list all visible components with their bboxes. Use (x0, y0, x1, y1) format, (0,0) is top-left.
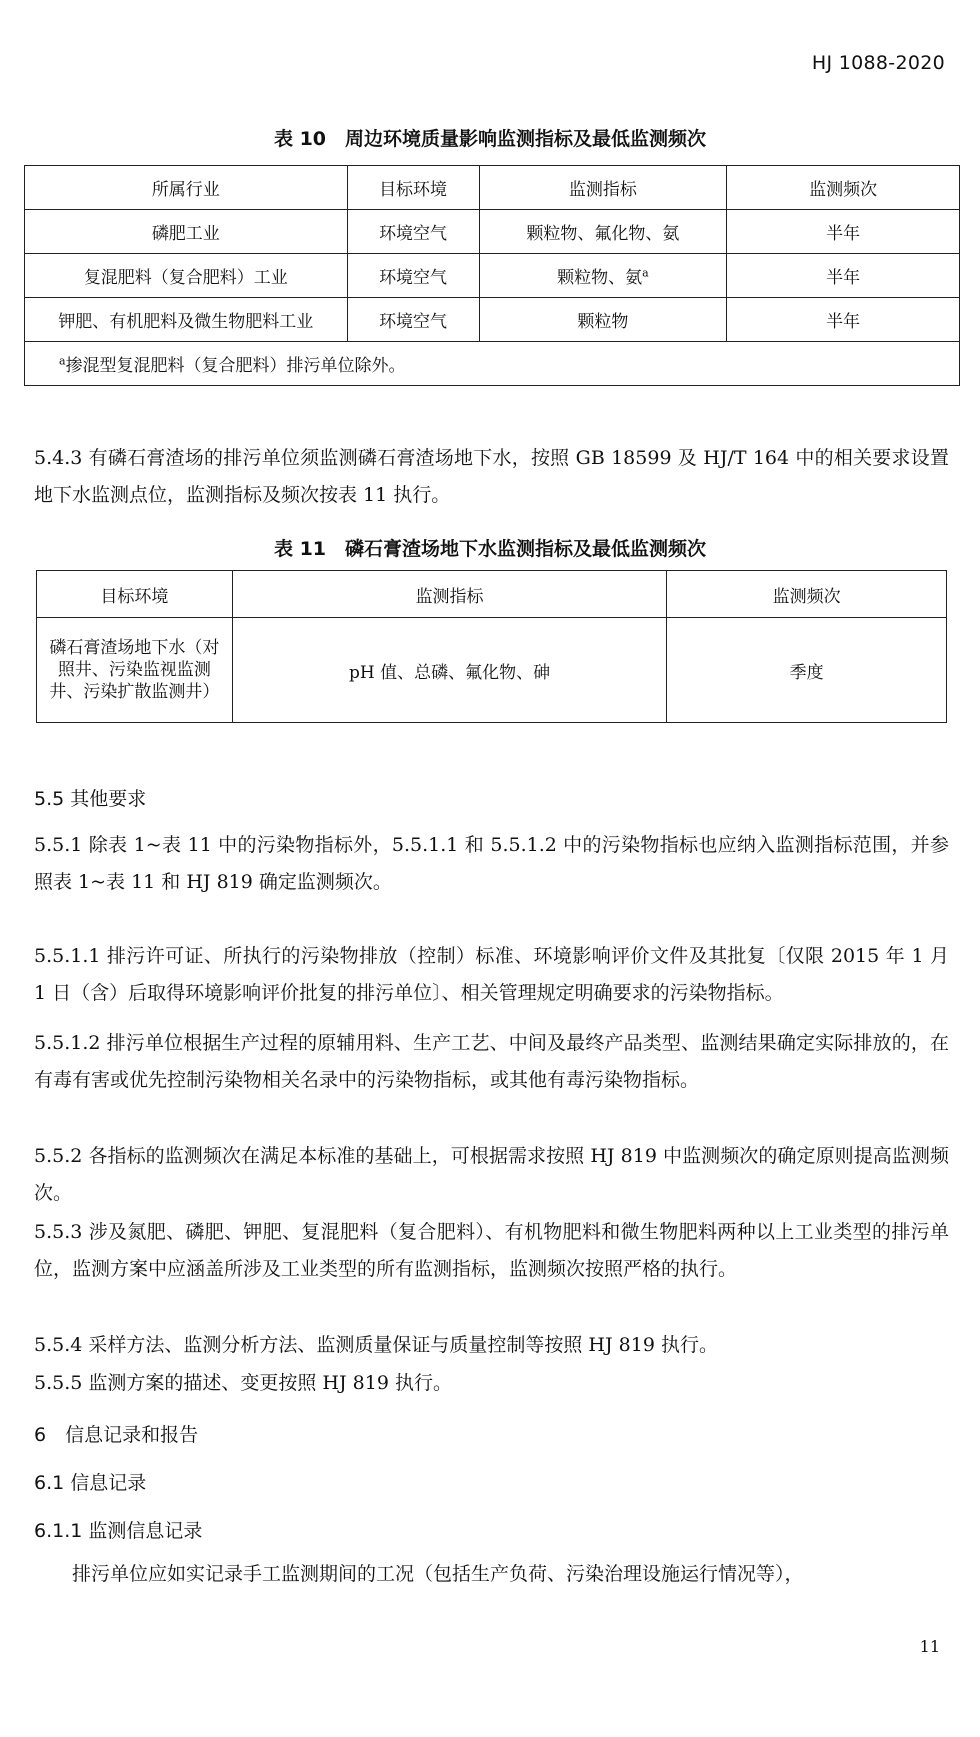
table-row (25, 254, 960, 298)
table-cell: pH 值、总磷、氟化物、砷 (232, 618, 667, 723)
table-cell-text: 颗粒物、氨 (557, 268, 643, 288)
table-header-row (37, 571, 947, 618)
table-cell: 磷肥工业 (25, 210, 348, 254)
table-cell: 半年 (727, 298, 960, 342)
paragraph-5-4-3: 5.4.3 有磷石膏渣场的排污单位须监测磷石膏渣场地下水，按照 GB 18599 及 HJ/T 164 中的相关要求设置地下水监测点位，监测指标及频次按表 11 执行。 (34, 447, 949, 506)
section-heading-5-5: 5.5 其他要求 (34, 788, 147, 810)
table-header-cell: 监测频次 (667, 571, 947, 618)
section-heading-6: 6 信息记录和报告 (34, 1424, 199, 1446)
footnote-marker: a (642, 266, 649, 280)
table-header-cell: 监测指标 (479, 166, 727, 210)
table11 (36, 570, 947, 723)
table10-caption: 表 10 周边环境质量影响监测指标及最低监测频次 (273, 128, 707, 150)
table-cell (479, 254, 727, 298)
paragraph-5-5-1-2: 5.5.1.2 排污单位根据生产过程的原辅用料、生产工艺、中间及最终产品类型、监测结果确定实际排放的，在有毒有害或优先控制污染物相关名录中的污染物指标，或其他有毒污染物指标。 (34, 1032, 949, 1091)
table-row (37, 618, 947, 723)
table-header-cell: 监测指标 (232, 571, 667, 618)
section-heading-6-1: 6.1 信息记录 (34, 1472, 147, 1494)
document-id: HJ 1088-2020 (811, 52, 945, 74)
paragraph-5-5-5: 5.5.5 监测方案的描述、变更按照 HJ 819 执行。 (34, 1372, 452, 1394)
section-heading-6-1-1: 6.1.1 监测信息记录 (34, 1520, 203, 1542)
table-header-cell: 目标环境 (347, 166, 479, 210)
paragraph-5-5-3: 5.5.3 涉及氮肥、磷肥、钾肥、复混肥料（复合肥料）、有机物肥料和微生物肥料两种以上工业类型的排污单位，监测方案中应涵盖所涉及工业类型的所有监测指标，监测频次按照严格的执行。 (34, 1221, 949, 1280)
table-row (25, 298, 960, 342)
paragraph-5-5-2: 5.5.2 各指标的监测频次在满足本标准的基础上，可根据需求按照 HJ 819 中监测频次的确定原则提高监测频次。 (34, 1145, 949, 1204)
table-cell: 颗粒物、氟化物、氨 (479, 210, 727, 254)
table-cell: 复混肥料（复合肥料）工业 (25, 254, 348, 298)
table11-caption: 表 11 磷石膏渣场地下水监测指标及最低监测频次 (273, 538, 707, 560)
table-cell: 颗粒物 (479, 298, 727, 342)
paragraph-5-5-1: 5.5.1 除表 1~表 11 中的污染物指标外，5.5.1.1 和 5.5.1.2 中的污染物指标也应纳入监测指标范围，并参照表 1~表 11 和 HJ 819 确定监测频次。 (34, 834, 949, 893)
table-header-cell: 所属行业 (25, 166, 348, 210)
table-note (25, 342, 960, 386)
table-cell: 半年 (727, 254, 960, 298)
table-cell: 钾肥、有机肥料及微生物肥料工业 (25, 298, 348, 342)
table-cell: 环境空气 (347, 210, 479, 254)
page-number: 11 (919, 1637, 940, 1656)
table-header-cell: 监测频次 (727, 166, 960, 210)
table-note-text: 掺混型复混肥料（复合肥料）排污单位除外。 (65, 356, 406, 376)
table-header-row (25, 166, 960, 210)
paragraph-5-5-4: 5.5.4 采样方法、监测分析方法、监测质量保证与质量控制等按照 HJ 819 执行。 (34, 1334, 718, 1356)
footnote-marker: a (59, 354, 66, 368)
table-cell: 磷石膏渣场地下水（对照井、污染监视监测井、污染扩散监测井） (37, 618, 233, 723)
table10 (24, 165, 960, 386)
table-note-row (25, 342, 960, 386)
table-row (25, 210, 960, 254)
table-cell: 环境空气 (347, 298, 479, 342)
paragraph-6-1-1: 排污单位应如实记录手工监测期间的工况（包括生产负荷、污染治理设施运行情况等）， (72, 1563, 804, 1585)
table-cell: 季度 (667, 618, 947, 723)
table-cell: 环境空气 (347, 254, 479, 298)
table-header-cell: 目标环境 (37, 571, 233, 618)
table-cell: 半年 (727, 210, 960, 254)
paragraph-5-5-1-1: 5.5.1.1 排污许可证、所执行的污染物排放（控制）标准、环境影响评价文件及其批复〔仅限 2015 年 1 月 1 日（含）后取得环境影响评价批复的排污单位〕、相关管理规定明确要求的污染物指标。 (34, 945, 949, 1004)
